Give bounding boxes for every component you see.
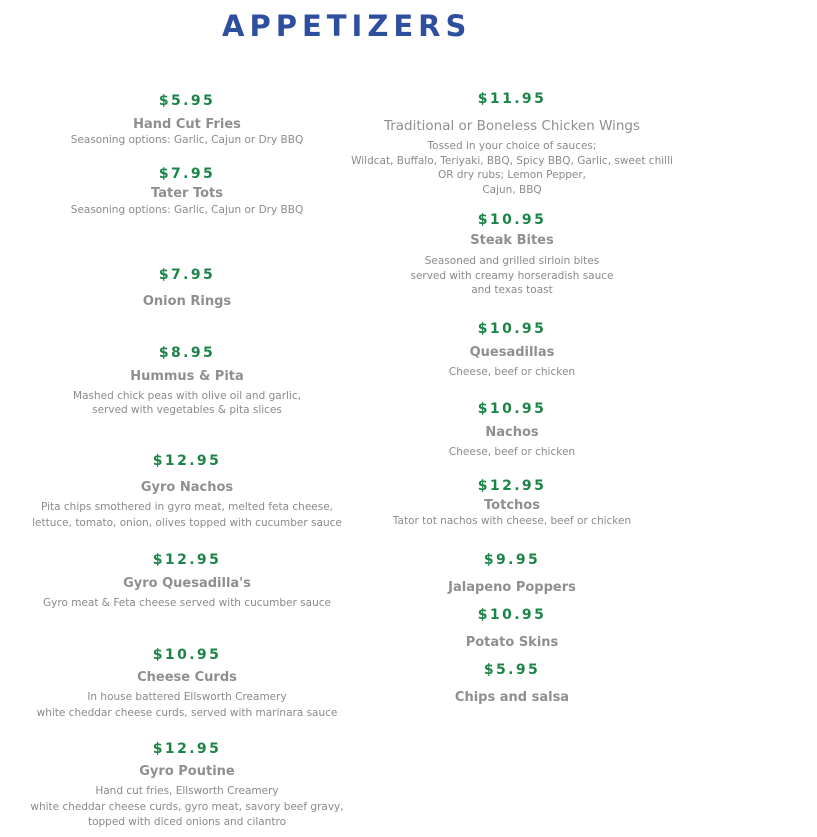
item-name: Jalapeno Poppers	[448, 580, 576, 595]
menu-item-totchos	[347, 478, 677, 530]
item-desc-line: In house battered Ellsworth Creamery	[87, 691, 287, 703]
item-name: Chips and salsa	[454, 690, 570, 705]
item-desc-line: Mashed chick peas with olive oil and garlic,	[73, 390, 301, 402]
item-desc-line: Gyro meat & Feta cheese served with cucumber sauce	[43, 597, 331, 609]
item-price: $10.95	[477, 401, 547, 417]
item-desc-line: Wildcat, Buffalo, Teriyaki, BBQ, Spicy BBQ, Garlic, sweet chilli	[351, 154, 673, 167]
item-price: $12.95	[152, 741, 222, 757]
item-name: Quesadillas	[469, 345, 555, 360]
item-desc-line: served with creamy horseradish sauce	[410, 269, 614, 282]
item-desc-line: topped with diced onions and cilantro	[87, 816, 287, 828]
menu-item-nachos	[347, 401, 677, 461]
item-desc-line: Cheese, beef or chicken	[448, 366, 576, 378]
item-desc-line: Cheese, beef or chicken	[448, 446, 576, 458]
menu-item-potato-skins	[347, 607, 677, 651]
item-price: $7.95	[158, 267, 216, 283]
item-name: Totchos	[484, 498, 540, 513]
menu-item-steak-bites	[347, 212, 677, 299]
item-price: $12.95	[152, 453, 222, 469]
menu-item-cheese-curds	[22, 647, 352, 721]
menu-item-gyro-quesadillas	[22, 552, 352, 612]
item-desc-line: white cheddar cheese curds, gyro meat, savory beef gravy,	[30, 800, 344, 813]
item-price: $11.95	[477, 91, 547, 107]
menu-item-hand-cut-fries	[22, 93, 352, 149]
item-desc-line: Tator tot nachos with cheese, beef or chicken	[392, 515, 632, 527]
item-desc-line: white cheddar cheese curds, served with marinara sauce	[36, 706, 338, 719]
item-name: Hummus & Pita	[130, 369, 244, 384]
item-desc-line: Cajun, BBQ	[482, 183, 542, 196]
menu-item-gyro-nachos	[22, 453, 352, 531]
item-price: $8.95	[158, 345, 216, 361]
item-desc-line: and texas toast	[471, 284, 553, 296]
item-name: Gyro Quesadilla's	[123, 576, 251, 591]
item-name: Tater Tots	[151, 186, 223, 201]
item-desc-line: Pita chips smothered in gyro meat, melted feta cheese,	[40, 501, 334, 513]
menu-item-hummus-pita	[22, 345, 352, 418]
item-desc-line: Seasoning options: Garlic, Cajun or Dry BBQ	[70, 204, 304, 216]
item-price: $9.95	[483, 552, 541, 568]
item-desc-line: OR dry rubs; Lemon Pepper,	[437, 169, 587, 181]
item-desc-line: lettuce, tomato, onion, olives topped with cucumber sauce	[32, 516, 342, 529]
item-price: $5.95	[158, 93, 216, 109]
menu-item-onion-rings	[22, 267, 352, 310]
item-desc-line: Tossed in your choice of sauces;	[427, 140, 597, 152]
menu-item-quesadillas	[347, 321, 677, 381]
item-desc-line: served with vegetables & pita slices	[92, 403, 282, 416]
item-price: $5.95	[483, 662, 541, 678]
item-name: Gyro Poutine	[139, 764, 235, 779]
item-desc-line: Seasoning options: Garlic, Cajun or Dry BBQ	[70, 134, 304, 146]
item-price: $10.95	[477, 212, 547, 228]
item-price: $12.95	[477, 478, 547, 494]
menu-item-tater-tots	[22, 166, 352, 219]
item-price: $10.95	[152, 647, 222, 663]
item-name: Traditional or Boneless Chicken Wings	[383, 118, 641, 134]
item-name: Hand Cut Fries	[133, 117, 241, 132]
item-desc-line: Hand cut fries, Ellsworth Creamery	[95, 785, 279, 797]
item-price: $10.95	[477, 607, 547, 623]
menu-item-gyro-poutine	[22, 741, 352, 831]
menu-item-chips-salsa	[347, 662, 677, 706]
menu-item-chicken-wings	[347, 91, 677, 198]
item-name: Nachos	[485, 425, 539, 440]
item-name: Gyro Nachos	[140, 480, 234, 495]
menu-item-jalapeno-poppers	[347, 552, 677, 596]
page-title: APPETIZERS	[222, 9, 472, 43]
item-name: Potato Skins	[465, 635, 559, 650]
item-name: Onion Rings	[142, 294, 232, 309]
item-desc-line: Seasoned and grilled sirloin bites	[424, 255, 600, 267]
item-price: $12.95	[152, 552, 222, 568]
item-price: $10.95	[477, 321, 547, 337]
item-name: Cheese Curds	[137, 670, 237, 685]
item-price: $7.95	[158, 166, 216, 182]
item-name: Steak Bites	[470, 233, 554, 248]
